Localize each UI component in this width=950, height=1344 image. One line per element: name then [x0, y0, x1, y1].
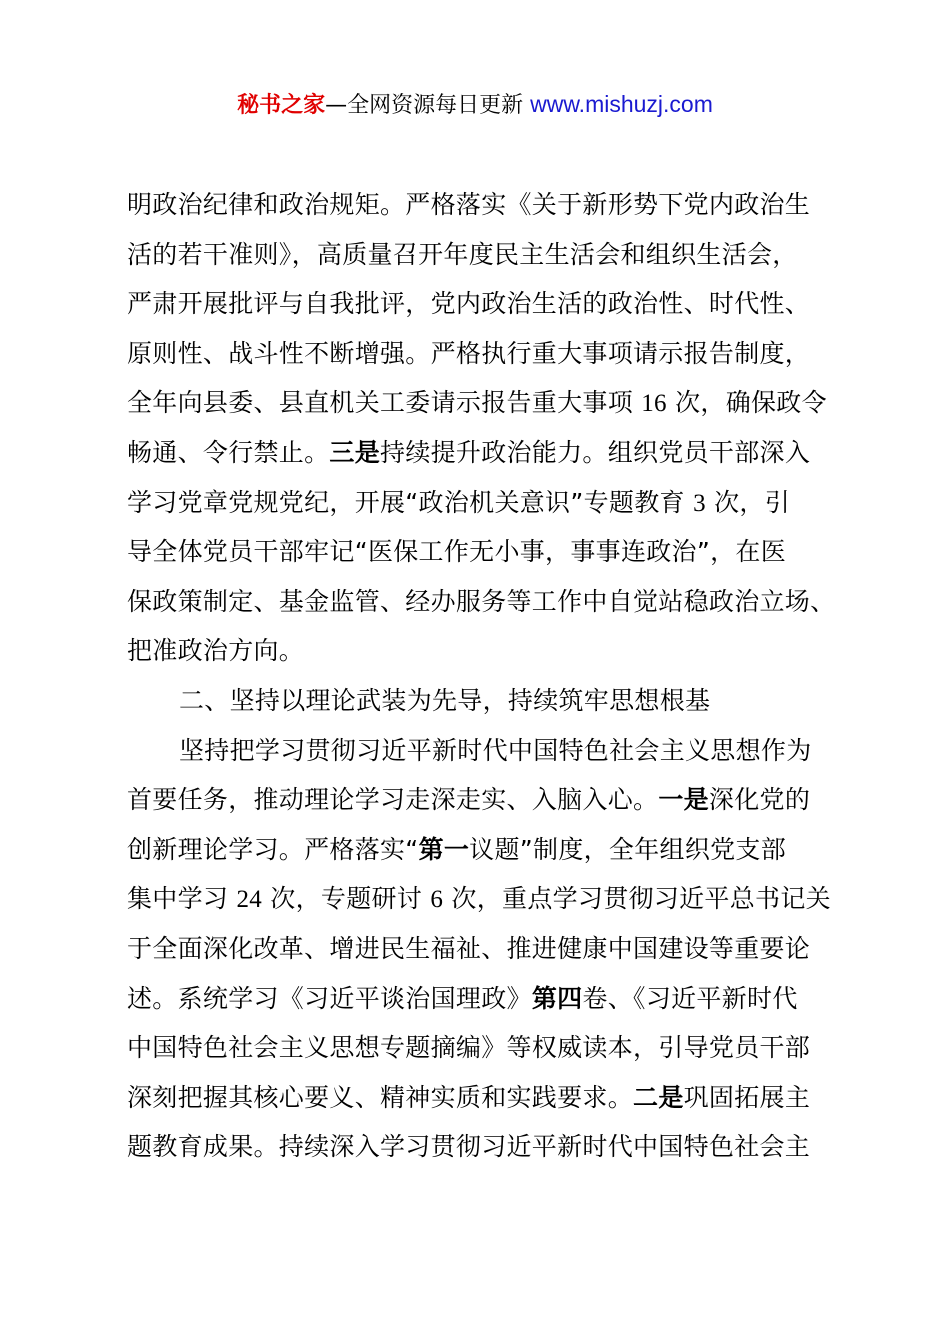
text-segment: 3	[693, 489, 706, 517]
text-line	[127, 282, 837, 332]
text-segment: 24	[236, 886, 263, 914]
text-segment: 导全体党员干部牢记“医保工作无小事，事事连政治”，在医	[127, 537, 787, 567]
bold-segment: 第一	[418, 834, 470, 864]
bold-segment: 一是	[658, 785, 709, 815]
text-segment: 16	[641, 390, 667, 418]
text-segment: 明政治纪律和政治规矩。严格落实《关于新形势下党内政治生	[127, 190, 811, 219]
text-segment: 原则性、战斗性不断增强。严格执行重大事项请示报告制度，	[127, 338, 811, 368]
text-line	[127, 530, 837, 580]
bold-segment: 三是	[329, 437, 381, 467]
document-body	[127, 183, 837, 1175]
text-segment: 卷、《习近平新时代	[582, 983, 798, 1013]
text-line	[127, 183, 837, 233]
text-segment: 次，确保政令	[666, 388, 827, 418]
text-segment: 议题”制度，全年组织党支部	[469, 834, 787, 864]
text-segment: 畅通、令行禁止。	[127, 437, 330, 467]
text-segment: 持续提升政治能力。组织党员干部深入	[380, 437, 811, 467]
text-segment: 题教育成果。持续深入学习贯彻习近平新时代中国特色社会主	[127, 1132, 811, 1162]
text-segment: 中国特色社会主义思想专题摘编》等权威读本，引导党员干部	[127, 1033, 811, 1063]
text-segment: 保政策制定、基金监管、经办服务等工作中自觉站稳政治立场、	[127, 586, 836, 616]
text-line	[127, 332, 837, 382]
text-line	[127, 431, 837, 481]
bold-segment: 第四	[531, 983, 583, 1013]
text-segment: 巩固拓展主	[683, 1082, 811, 1112]
text-segment: 首要任务，推动理论学习走深走实、入脑入心。	[127, 785, 659, 815]
text-line	[127, 1076, 837, 1126]
text-segment: 次，专题研讨	[262, 884, 431, 914]
text-line	[127, 778, 837, 828]
text-line	[127, 927, 837, 977]
text-segment: 深刻把握其核心要义、精神实质和实践要求。	[127, 1082, 634, 1112]
text-line	[127, 1026, 837, 1076]
text-segment: 次，重点学习贯彻习近平总书记关	[443, 884, 831, 914]
text-line	[127, 1125, 837, 1175]
text-segment: 坚持把学习贯彻习近平新时代中国特色社会主义思想作为	[179, 735, 812, 765]
website-url[interactable]: www.mishuzj.com	[530, 91, 713, 117]
text-segment: 于全面深化改革、增进民生福祉、推进健康中国建设等重要论	[127, 933, 811, 963]
text-segment: 深化党的	[708, 785, 811, 815]
brand-name: 秘书之家	[237, 93, 326, 118]
text-segment: 把准政治方向。	[127, 636, 305, 666]
text-segment: 二、坚持以理论武装为先导，持续筑牢思想根基	[179, 685, 711, 715]
page-header	[0, 88, 950, 122]
text-segment: 严肃开展批评与自我批评，党内政治生活的政治性、时代性、	[127, 289, 811, 319]
text-segment: 全年向县委、县直机关工委请示报告重大事项	[127, 388, 642, 418]
text-segment: 次，引	[705, 487, 791, 517]
text-segment: 述。系统学习《习近平谈治国理政》	[127, 983, 532, 1013]
text-line	[127, 729, 837, 779]
text-line	[127, 381, 837, 431]
text-segment: 集中学习	[127, 884, 237, 914]
text-line	[127, 977, 837, 1027]
text-line	[127, 481, 837, 531]
text-segment: 活的若干准则》，高质量召开年度民主生活会和组织生活会，	[127, 239, 798, 269]
text-segment: 6	[430, 886, 444, 914]
text-segment: 创新理论学习。严格落实“	[127, 834, 419, 864]
text-line	[127, 233, 837, 283]
text-line	[127, 629, 837, 679]
text-line	[127, 828, 837, 878]
text-line	[127, 679, 837, 729]
bold-segment: 二是	[633, 1082, 684, 1112]
text-line	[127, 877, 837, 927]
text-segment: 学习党章党规党纪，开展“政治机关意识”专题教育	[127, 487, 694, 517]
header-tagline: —全网资源每日更新	[325, 93, 531, 118]
text-line	[127, 580, 837, 630]
